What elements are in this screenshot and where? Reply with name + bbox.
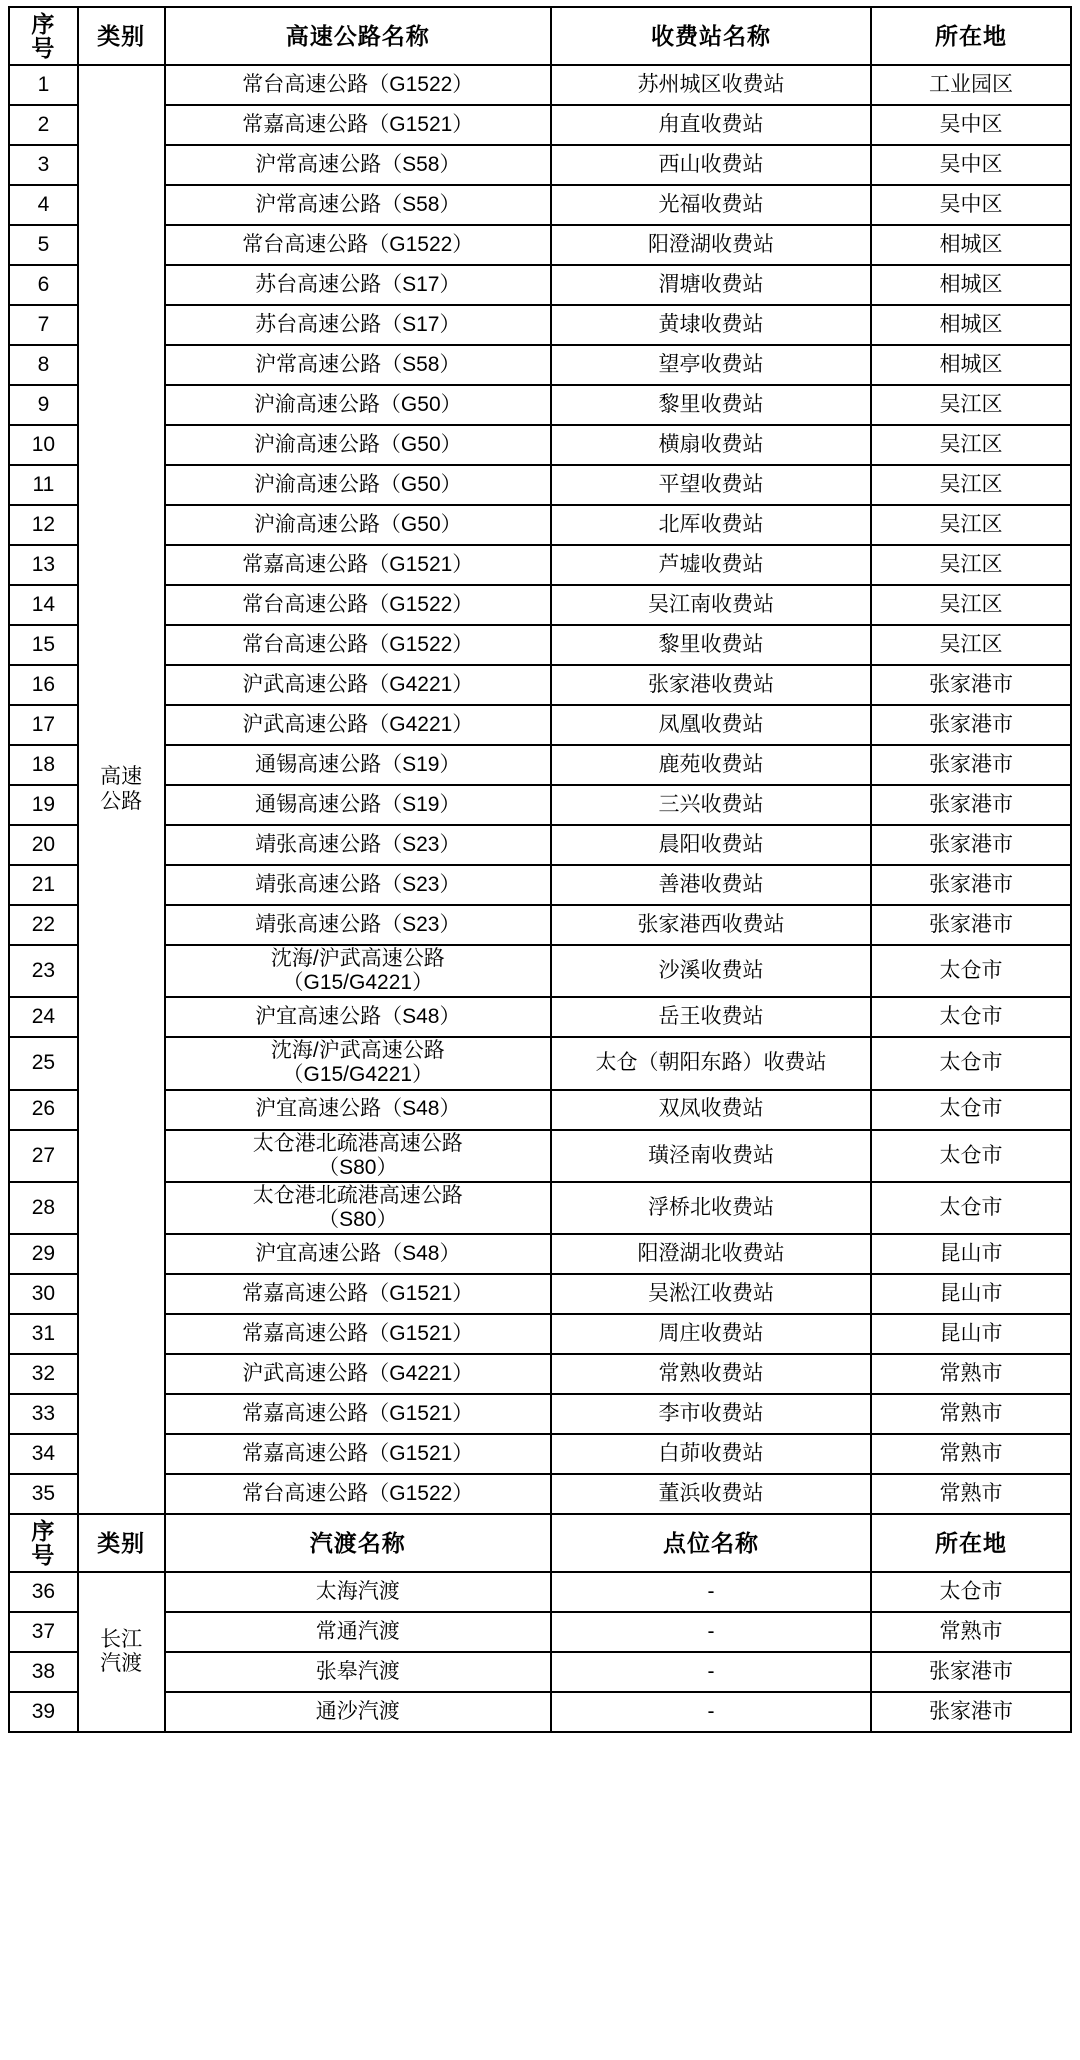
row-location: 吴江区 <box>871 505 1071 545</box>
row-ferry-name: 太海汽渡 <box>165 1572 552 1612</box>
row-index: 23 <box>9 945 78 997</box>
row-location: 太仓市 <box>871 1572 1071 1612</box>
row-index: 14 <box>9 585 78 625</box>
row-index: 21 <box>9 865 78 905</box>
row-highway-name: 沪渝高速公路（G50） <box>165 505 552 545</box>
row-location: 太仓市 <box>871 1090 1071 1130</box>
row-location: 常熟市 <box>871 1612 1071 1652</box>
row-toll-station-name: 晨阳收费站 <box>551 825 871 865</box>
row-toll-station-name: 苏州城区收费站 <box>551 65 871 105</box>
header-location: 所在地 <box>871 7 1071 65</box>
table-row <box>9 225 1071 265</box>
row-index: 3 <box>9 145 78 185</box>
row-toll-station-name: 凤凰收费站 <box>551 705 871 745</box>
row-highway-name: 沪武高速公路（G4221） <box>165 705 552 745</box>
table-row <box>9 65 1071 105</box>
header-toll-station-name: 收费站名称 <box>551 7 871 65</box>
row-ferry-name: 张皋汽渡 <box>165 1652 552 1692</box>
row-location: 常熟市 <box>871 1474 1071 1514</box>
table-row <box>9 1652 1071 1692</box>
row-index: 34 <box>9 1434 78 1474</box>
row-index: 9 <box>9 385 78 425</box>
table-row <box>9 665 1071 705</box>
row-toll-station-name: 黎里收费站 <box>551 625 871 665</box>
row-toll-station-name: 双凤收费站 <box>551 1090 871 1130</box>
row-location: 常熟市 <box>871 1354 1071 1394</box>
row-location: 相城区 <box>871 265 1071 305</box>
row-index: 35 <box>9 1474 78 1514</box>
row-location: 太仓市 <box>871 945 1071 997</box>
row-highway-name: 通锡高速公路（S19） <box>165 745 552 785</box>
row-location: 吴江区 <box>871 545 1071 585</box>
row-highway-name: 沪常高速公路（S58） <box>165 345 552 385</box>
row-location: 张家港市 <box>871 865 1071 905</box>
table-row <box>9 385 1071 425</box>
row-toll-station-name: 甪直收费站 <box>551 105 871 145</box>
table-row <box>9 505 1071 545</box>
row-location: 张家港市 <box>871 785 1071 825</box>
table-row <box>9 545 1071 585</box>
row-ferry-name: 通沙汽渡 <box>165 1692 552 1732</box>
row-toll-station-name: 渭塘收费站 <box>551 265 871 305</box>
table-row <box>9 585 1071 625</box>
header-ferry-name: 汽渡名称 <box>165 1514 552 1572</box>
row-highway-name: 沈海/沪武高速公路 （G15/G4221） <box>165 1037 552 1089</box>
row-index: 11 <box>9 465 78 505</box>
row-highway-name: 沪渝高速公路（G50） <box>165 465 552 505</box>
row-highway-name: 常台高速公路（G1522） <box>165 65 552 105</box>
table-row <box>9 1274 1071 1314</box>
row-index: 20 <box>9 825 78 865</box>
row-highway-name: 常台高速公路（G1522） <box>165 225 552 265</box>
row-location: 太仓市 <box>871 1182 1071 1234</box>
row-location: 常熟市 <box>871 1394 1071 1434</box>
row-highway-name: 靖张高速公路（S23） <box>165 865 552 905</box>
row-location: 吴江区 <box>871 625 1071 665</box>
table-row <box>9 705 1071 745</box>
row-index: 24 <box>9 997 78 1037</box>
row-index: 25 <box>9 1037 78 1089</box>
table-row <box>9 825 1071 865</box>
row-index: 17 <box>9 705 78 745</box>
row-point-name: - <box>551 1572 871 1612</box>
row-highway-name: 沪武高速公路（G4221） <box>165 665 552 705</box>
row-index: 13 <box>9 545 78 585</box>
header-index-ferry: 序 号 <box>9 1514 78 1572</box>
table-row <box>9 945 1071 997</box>
row-highway-name: 常嘉高速公路（G1521） <box>165 1274 552 1314</box>
table-body <box>9 7 1071 1732</box>
row-toll-station-name: 黄埭收费站 <box>551 305 871 345</box>
row-highway-name: 常台高速公路（G1522） <box>165 585 552 625</box>
table-row <box>9 1612 1071 1652</box>
row-location: 张家港市 <box>871 1692 1071 1732</box>
row-toll-station-name: 李市收费站 <box>551 1394 871 1434</box>
row-highway-name: 沪武高速公路（G4221） <box>165 1354 552 1394</box>
row-location: 吴江区 <box>871 465 1071 505</box>
row-index: 27 <box>9 1130 78 1182</box>
row-highway-name: 常嘉高速公路（G1521） <box>165 1394 552 1434</box>
row-highway-name: 沪宜高速公路（S48） <box>165 1090 552 1130</box>
row-category-ferry: 长江 汽渡 <box>78 1572 165 1732</box>
row-location: 张家港市 <box>871 745 1071 785</box>
row-location: 张家港市 <box>871 905 1071 945</box>
row-toll-station-name: 常熟收费站 <box>551 1354 871 1394</box>
row-highway-name: 常台高速公路（G1522） <box>165 625 552 665</box>
row-toll-station-name: 张家港收费站 <box>551 665 871 705</box>
row-toll-station-name: 鹿苑收费站 <box>551 745 871 785</box>
row-highway-name: 苏台高速公路（S17） <box>165 265 552 305</box>
header-point-name: 点位名称 <box>551 1514 871 1572</box>
header-category-ferry: 类别 <box>78 1514 165 1572</box>
row-index: 8 <box>9 345 78 385</box>
row-location: 工业园区 <box>871 65 1071 105</box>
row-toll-station-name: 周庄收费站 <box>551 1314 871 1354</box>
table-row <box>9 1130 1071 1182</box>
row-location: 张家港市 <box>871 825 1071 865</box>
header-index: 序 号 <box>9 7 78 65</box>
row-location: 昆山市 <box>871 1274 1071 1314</box>
row-highway-name: 常台高速公路（G1522） <box>165 1474 552 1514</box>
row-toll-station-name: 望亭收费站 <box>551 345 871 385</box>
table-row <box>9 1434 1071 1474</box>
row-location: 张家港市 <box>871 705 1071 745</box>
table-row <box>9 1037 1071 1089</box>
row-category-highway: 高速 公路 <box>78 65 165 1514</box>
row-toll-station-name: 岳王收费站 <box>551 997 871 1037</box>
row-toll-station-name: 阳澄湖北收费站 <box>551 1234 871 1274</box>
table-row <box>9 185 1071 225</box>
row-highway-name: 沪渝高速公路（G50） <box>165 425 552 465</box>
table-row <box>9 997 1071 1037</box>
row-index: 33 <box>9 1394 78 1434</box>
table-row <box>9 105 1071 145</box>
row-toll-station-name: 璜泾南收费站 <box>551 1130 871 1182</box>
table-row <box>9 425 1071 465</box>
table-row <box>9 745 1071 785</box>
row-highway-name: 常嘉高速公路（G1521） <box>165 105 552 145</box>
table-row <box>9 865 1071 905</box>
row-location: 吴中区 <box>871 105 1071 145</box>
table-header-highway <box>9 7 1071 65</box>
row-index: 6 <box>9 265 78 305</box>
row-index: 32 <box>9 1354 78 1394</box>
row-highway-name: 常嘉高速公路（G1521） <box>165 545 552 585</box>
table-row <box>9 905 1071 945</box>
row-location: 吴中区 <box>871 145 1071 185</box>
row-toll-station-name: 张家港西收费站 <box>551 905 871 945</box>
row-toll-station-name: 西山收费站 <box>551 145 871 185</box>
table-row <box>9 305 1071 345</box>
row-toll-station-name: 横扇收费站 <box>551 425 871 465</box>
table-row <box>9 1234 1071 1274</box>
table-row <box>9 1394 1071 1434</box>
row-index: 22 <box>9 905 78 945</box>
row-location: 太仓市 <box>871 997 1071 1037</box>
row-index: 36 <box>9 1572 78 1612</box>
row-location: 相城区 <box>871 345 1071 385</box>
row-point-name: - <box>551 1612 871 1652</box>
row-toll-station-name: 平望收费站 <box>551 465 871 505</box>
table-row <box>9 1314 1071 1354</box>
row-location: 吴中区 <box>871 185 1071 225</box>
row-highway-name: 沪宜高速公路（S48） <box>165 1234 552 1274</box>
row-index: 12 <box>9 505 78 545</box>
row-location: 昆山市 <box>871 1314 1071 1354</box>
row-toll-station-name: 光福收费站 <box>551 185 871 225</box>
row-highway-name: 沪宜高速公路（S48） <box>165 997 552 1037</box>
row-point-name: - <box>551 1692 871 1732</box>
header-category: 类别 <box>78 7 165 65</box>
row-toll-station-name: 白茆收费站 <box>551 1434 871 1474</box>
row-highway-name: 沈海/沪武高速公路 （G15/G4221） <box>165 945 552 997</box>
row-highway-name: 太仓港北疏港高速公路 （S80） <box>165 1130 552 1182</box>
row-index: 30 <box>9 1274 78 1314</box>
row-ferry-name: 常通汽渡 <box>165 1612 552 1652</box>
row-location: 相城区 <box>871 225 1071 265</box>
row-index: 28 <box>9 1182 78 1234</box>
row-toll-station-name: 黎里收费站 <box>551 385 871 425</box>
row-index: 39 <box>9 1692 78 1732</box>
toll-station-table <box>8 6 1072 1733</box>
table-row <box>9 1354 1071 1394</box>
row-toll-station-name: 北厍收费站 <box>551 505 871 545</box>
row-index: 31 <box>9 1314 78 1354</box>
row-index: 15 <box>9 625 78 665</box>
row-location: 相城区 <box>871 305 1071 345</box>
row-index: 19 <box>9 785 78 825</box>
row-toll-station-name: 太仓（朝阳东路）收费站 <box>551 1037 871 1089</box>
table-row <box>9 145 1071 185</box>
row-toll-station-name: 吴江南收费站 <box>551 585 871 625</box>
row-location: 张家港市 <box>871 1652 1071 1692</box>
row-location: 常熟市 <box>871 1434 1071 1474</box>
row-index: 10 <box>9 425 78 465</box>
row-index: 16 <box>9 665 78 705</box>
row-highway-name: 苏台高速公路（S17） <box>165 305 552 345</box>
row-location: 昆山市 <box>871 1234 1071 1274</box>
row-toll-station-name: 董浜收费站 <box>551 1474 871 1514</box>
row-index: 1 <box>9 65 78 105</box>
row-toll-station-name: 芦墟收费站 <box>551 545 871 585</box>
table-row <box>9 1474 1071 1514</box>
row-highway-name: 常嘉高速公路（G1521） <box>165 1434 552 1474</box>
table-row <box>9 785 1071 825</box>
row-highway-name: 沪常高速公路（S58） <box>165 185 552 225</box>
table-row <box>9 625 1071 665</box>
row-location: 太仓市 <box>871 1037 1071 1089</box>
row-index: 18 <box>9 745 78 785</box>
row-point-name: - <box>551 1652 871 1692</box>
table-row <box>9 265 1071 305</box>
row-index: 5 <box>9 225 78 265</box>
table-row <box>9 1182 1071 1234</box>
table-row <box>9 345 1071 385</box>
row-location: 吴江区 <box>871 585 1071 625</box>
row-toll-station-name: 阳澄湖收费站 <box>551 225 871 265</box>
table-row <box>9 465 1071 505</box>
row-index: 37 <box>9 1612 78 1652</box>
row-highway-name: 沪常高速公路（S58） <box>165 145 552 185</box>
row-index: 4 <box>9 185 78 225</box>
row-highway-name: 靖张高速公路（S23） <box>165 905 552 945</box>
row-toll-station-name: 浮桥北收费站 <box>551 1182 871 1234</box>
table-row <box>9 1090 1071 1130</box>
row-location: 张家港市 <box>871 665 1071 705</box>
header-location-ferry: 所在地 <box>871 1514 1071 1572</box>
row-index: 26 <box>9 1090 78 1130</box>
row-location: 吴江区 <box>871 385 1071 425</box>
row-index: 2 <box>9 105 78 145</box>
row-highway-name: 靖张高速公路（S23） <box>165 825 552 865</box>
row-toll-station-name: 善港收费站 <box>551 865 871 905</box>
row-highway-name: 通锡高速公路（S19） <box>165 785 552 825</box>
row-index: 29 <box>9 1234 78 1274</box>
row-index: 38 <box>9 1652 78 1692</box>
row-highway-name: 常嘉高速公路（G1521） <box>165 1314 552 1354</box>
row-location: 吴江区 <box>871 425 1071 465</box>
header-highway-name: 高速公路名称 <box>165 7 552 65</box>
row-toll-station-name: 沙溪收费站 <box>551 945 871 997</box>
table-row <box>9 1572 1071 1612</box>
row-toll-station-name: 吴淞江收费站 <box>551 1274 871 1314</box>
row-toll-station-name: 三兴收费站 <box>551 785 871 825</box>
row-location: 太仓市 <box>871 1130 1071 1182</box>
table-header-ferry <box>9 1514 1071 1572</box>
row-highway-name: 沪渝高速公路（G50） <box>165 385 552 425</box>
row-highway-name: 太仓港北疏港高速公路 （S80） <box>165 1182 552 1234</box>
row-index: 7 <box>9 305 78 345</box>
table-row <box>9 1692 1071 1732</box>
